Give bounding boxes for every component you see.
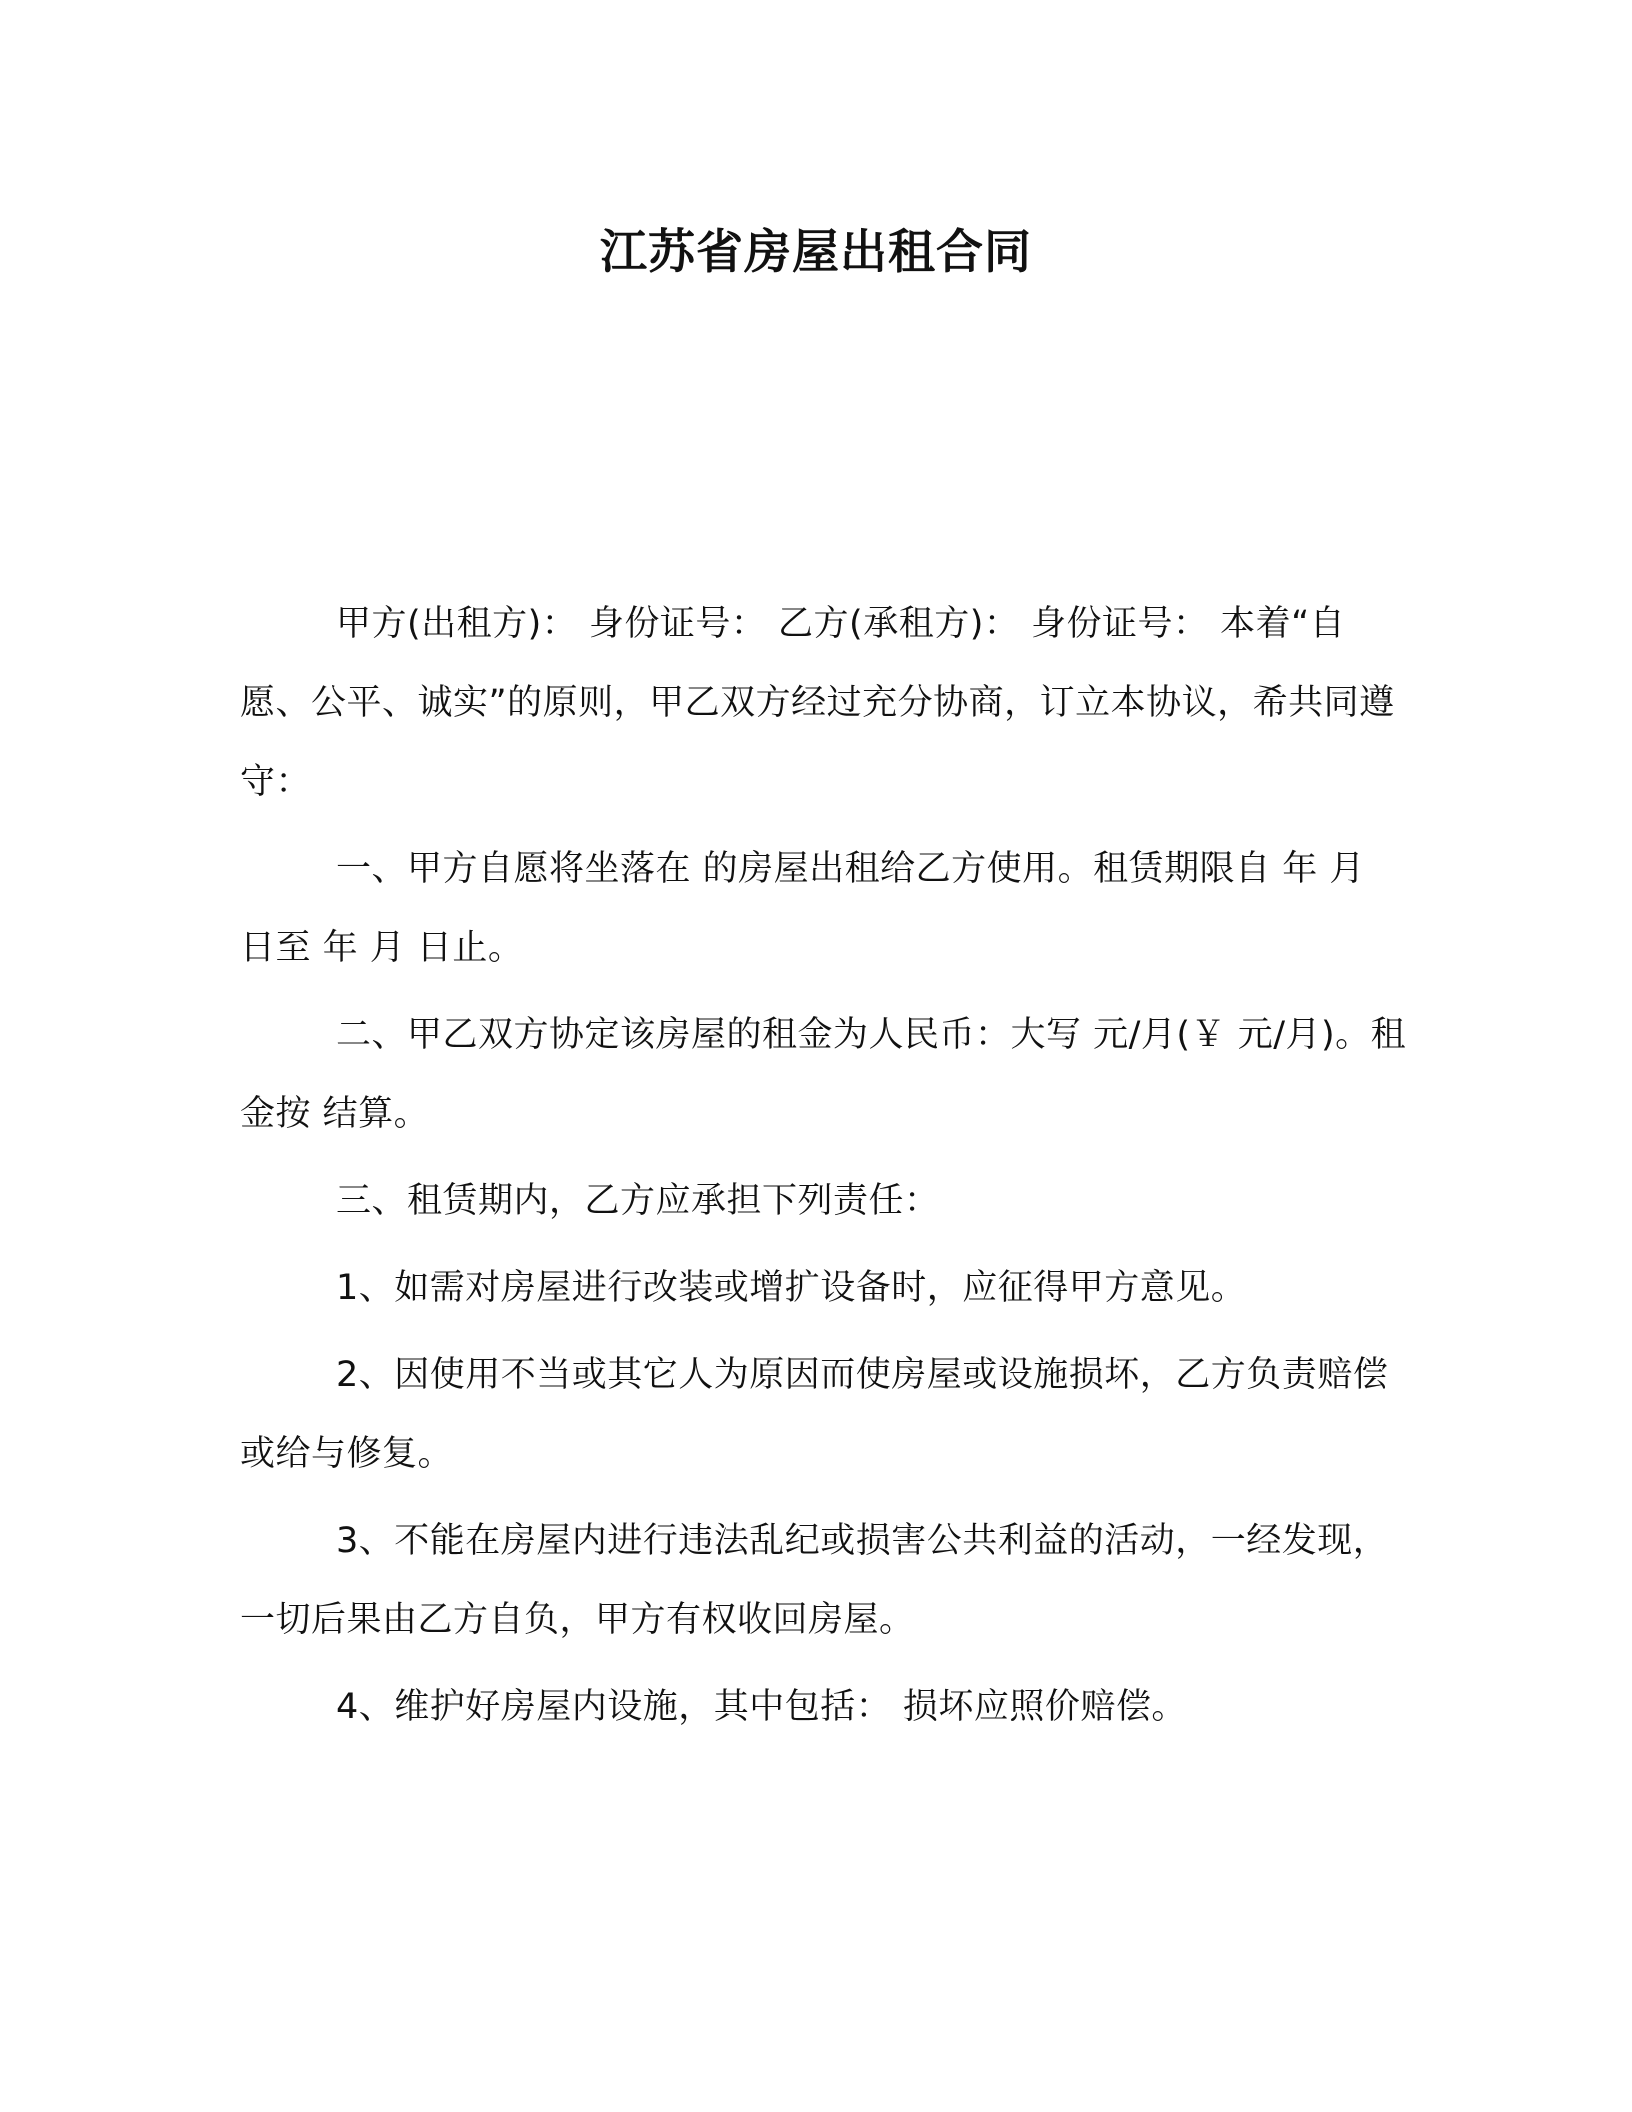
paragraph-clause-2: 二、甲乙双方协定该房屋的租金为人民币：大写 元/月(￥ 元/月)。租金按 结算。 — [240, 1015, 1407, 1134]
paragraph-clause-3: 三、租赁期内，乙方应承担下列责任： — [336, 1181, 940, 1221]
document-body — [240, 585, 1410, 1755]
document-title: 江苏省房屋出租合同 — [600, 225, 1032, 280]
paragraph-item-1: 1、如需对房屋进行改装或增扩设备时，应征得甲方意见。 — [336, 1268, 1247, 1308]
paragraph-item-3: 3、不能在房屋内进行违法乱纪或损害公共利益的活动，一经发现，一切后果由乙方自负，甲方有权收回房屋。 — [240, 1521, 1389, 1640]
paragraph-preamble: 甲方(出租方)： 身份证号： 乙方(承租方)： 身份证号： 本着“自愿、公平、诚实”的原则，甲乙双方经过充分协商，订立本协议，希共同遵守： — [240, 604, 1395, 802]
paragraph-item-4: 4、维护好房屋内设施，其中包括： 损坏应照价赔偿。 — [336, 1687, 1187, 1727]
paragraph-item-2: 2、因使用不当或其它人为原因而使房屋或设施损坏，乙方负责赔偿或给与修复。 — [240, 1355, 1389, 1474]
paragraph-clause-1: 一、甲方自愿将坐落在 的房屋出租给乙方使用。租赁期限自 年 月 日至 年 月 日止。 — [240, 849, 1365, 968]
